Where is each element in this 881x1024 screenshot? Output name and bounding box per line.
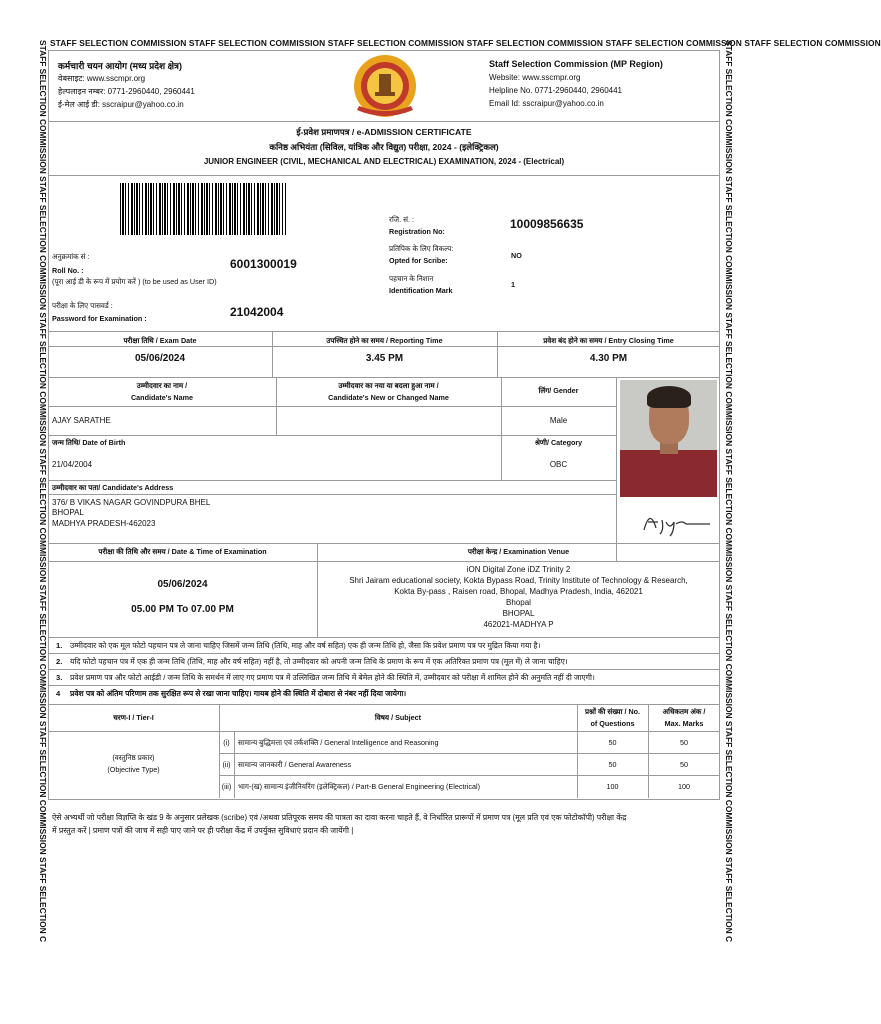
exam-time: 05.00 PM To 07.00 PM — [131, 604, 234, 615]
subject-header: विषय / Subject — [374, 713, 422, 722]
instruction-num: 4 — [56, 689, 61, 698]
subject-name: सामान्य जानकारी / General Awareness — [238, 760, 352, 769]
category-value: OBC — [549, 460, 568, 469]
objective-type-en: (Objective Type) — [107, 765, 160, 774]
scribe-value: NO — [511, 251, 522, 260]
title-line-2: कनिष्ठ अभियंता (सिविल, यांत्रिक और विद्युत) परीक्षा, 2024 - (इलेक्ट्रिकल) — [269, 142, 499, 152]
instruction-text: प्रवेश प्रमाण पत्र और फोटो आईडी / जन्म तिथि के समर्थन में लाए गए प्रमाण पत्र में उल्लिखित जन्म तिथि में बेमेल होने की स्थिति में, उम्मीदवार को परीक्षा में शामिल होने की अनुमति नहीं दी जाएगी। — [70, 673, 595, 682]
watermark-right: STAFF SELECTION COMMISSION STAFF SELECTION COMMISSION STAFF SELECTION COMMISSION STAFF SELECTION COMMISSION STAFF SELECTION COMMISSION STAFF SELECTION COMMISSION STAFF SELECTION C — [724, 40, 734, 943]
dob-label: जन्म तिथि/ Date of Birth — [52, 438, 126, 447]
name-label-1: उम्मीदवार का नाम / — [136, 381, 188, 390]
hi-website: वेबसाइट: www.sscmpr.org — [58, 74, 146, 83]
instruction-num: 3. — [56, 673, 63, 682]
roll-label-en: Roll No. : — [52, 266, 84, 275]
marks-header-2: Max. Marks — [664, 719, 704, 728]
questions-header-2: of Questions — [590, 719, 635, 728]
newname-label-1: उम्मीदवार का नया या बदला हुआ नाम / — [338, 381, 439, 390]
idmark-value: 1 — [511, 280, 515, 289]
exam-date-label: परीक्षा तिथि / Exam Date — [123, 336, 197, 345]
reg-label-en: Registration No: — [389, 227, 445, 236]
footer-line-2: में प्रस्तुत करें | प्रमाण पत्रों की जाच में सही पाए जाने पर ही परीक्षा केंद्र में उपर्युक्त सुविधाएं प्रदान की जायेंगी | — [52, 826, 354, 835]
hi-org-name: कर्मचारी चयन आयोग (मध्य प्रदेश क्षेत्र) — [58, 61, 183, 71]
name-label-2: Candidate's Name — [130, 393, 194, 402]
instruction-text: यदि फोटो पहचान पत्र में एक ही जन्म तिथि (तिथि, माह और वर्ष सहित) नहीं है, तो उम्मीदवार को अपनी जन्म तिथि के प्रमाण के रूप में एक अतिरिक्त प्रमाण पत्र (मूल में) ले जाना चाहिए। — [70, 657, 568, 666]
ssc-emblem-icon — [345, 52, 425, 122]
address-line-3: MADHYA PRADESH-462023 — [52, 519, 156, 528]
gender-label: लिंग/ Gender — [538, 386, 579, 395]
password-label-en: Password for Examination : — [52, 314, 147, 323]
newname-label-2: Candidate's New or Changed Name — [328, 393, 449, 402]
instruction-num: 1. — [56, 641, 63, 650]
gender-value: Male — [549, 416, 568, 425]
row-number: (i) — [223, 738, 230, 747]
roll-label-hi: अनुक्रमांक सं : — [52, 252, 90, 261]
venue-line-4: Bhopal — [506, 598, 531, 607]
max-marks: 50 — [680, 760, 688, 769]
address-line-2: BHOPAL — [52, 508, 84, 517]
subject-name: सामान्य बुद्धिमत्ता एवं तर्कशक्ति / General Intelligence and Reasoning — [238, 738, 439, 747]
venue-label: परीक्षा केन्द्र / Examination Venue — [467, 547, 570, 556]
category-label: श्रेणी/ Category — [534, 438, 583, 447]
candidate-photo — [620, 380, 717, 497]
en-email: Email Id: sscraipur@yahoo.co.in — [489, 99, 604, 108]
signature-text: Ajay — [668, 514, 670, 515]
instruction-num: 2. — [56, 657, 63, 666]
hi-helpline: हेल्पलाइन नम्बर: 0771-2960440, 2960441 — [58, 87, 195, 96]
barcode — [120, 183, 286, 235]
candidate-signature — [620, 500, 717, 538]
question-count: 50 — [608, 760, 617, 769]
roll-note: (पूरा आई डी के रूप में प्रयोग करें ) (to be used as User ID) — [52, 277, 217, 286]
password-label-hi: परीक्षा के लिए पासवर्ड : — [52, 301, 113, 310]
questions-header-1: प्रश्नों की संख्या / No. — [584, 707, 641, 716]
watermark-left: STAFF SELECTION COMMISSION STAFF SELECTION COMMISSION STAFF SELECTION COMMISSION STAFF SELECTION COMMISSION STAFF SELECTION COMMISSION STAFF SELECTION COMMISSION STAFF SELECTION C — [38, 40, 48, 943]
objective-type-hi: (वस्तुनिष्ठ प्रकार) — [112, 753, 155, 762]
footer-line-1: ऐसे अभ्यर्थी जो परीक्षा विज्ञप्ति के खंड 9 के अनुसार प्रलेखक (scribe) एवं /अथवा प्रतिपूरक समय की पात्रता का दावा करना चाहते हैं, वे निर्धारित प्रारूपों में प्रमाण पत्र (मूल प्रति एवं एक फोटोकॉपी) परीक्षा केंद्र — [52, 813, 627, 822]
exam-date-venue: 05/06/2024 — [157, 579, 208, 590]
tier-header: चरण-I / Tier-I — [113, 713, 154, 722]
hi-email: ई-मेल आई डी: sscraipur@yahoo.co.in — [58, 100, 184, 109]
instruction-text: उम्मीदवार को एक मूल फोटो पहचान पत्र ले जाना चाहिए जिसमें जन्म तिथि (तिथि, माह और वर्ष सहित) एक ही जन्म तिथि हो, जैसा कि प्रवेश प्रमाण पत्र पर मुद्रित किया गया है। — [70, 641, 541, 650]
scribe-label-hi: प्रतिपिक के लिए विकल्प: — [389, 244, 454, 253]
marks-header-1: अधिकतम अंक / — [662, 707, 706, 716]
venue-line-5: BHOPAL — [502, 609, 535, 618]
datetime-label: परीक्षा की तिथि और समय / Date & Time of Examination — [98, 547, 267, 556]
row-number: (ii) — [222, 760, 231, 769]
reporting-time-label: उपस्थित होने का समय / Reporting Time — [326, 336, 443, 345]
address-line-1: 376/ B VIKAS NAGAR GOVINDPURA BHEL — [52, 498, 211, 507]
max-marks: 100 — [678, 782, 690, 791]
dob-value: 21/04/2004 — [52, 460, 93, 469]
title-line-1: ई-प्रवेश प्रमाणपत्र / e-ADMISSION CERTIFICATE — [296, 127, 472, 137]
closing-time: 4.30 PM — [589, 353, 628, 364]
roll-number: 6001300019 — [230, 257, 297, 271]
registration-number: 10009856635 — [510, 217, 584, 231]
reg-label-hi: रजि. सं. : — [389, 215, 414, 224]
en-helpline: Helpline No. 0771-2960440, 2960441 — [489, 86, 622, 95]
closing-time-label: प्रवेश बंद होने का समय / Entry Closing Time — [543, 336, 674, 345]
venue-line-1: iON Digital Zone iDZ Trinity 2 — [466, 565, 571, 574]
idmark-label-hi: पहचान के निशान — [389, 274, 434, 283]
question-count: 50 — [608, 738, 617, 747]
address-label: उम्मीदवार का पता/ Candidate's Address — [52, 483, 174, 492]
candidate-name: AJAY SARATHE — [52, 416, 111, 425]
title-line-3: JUNIOR ENGINEER (CIVIL, MECHANICAL AND ELECTRICAL) EXAMINATION, 2024 - (Electrical) — [203, 157, 565, 166]
idmark-label-en: Identification Mark — [389, 286, 453, 295]
max-marks: 50 — [680, 738, 688, 747]
instruction-text: प्रवेश पत्र को अंतिम परिणाम तक सुरक्षित रूप से रखा जाना चाहिए। गायब होने की स्थिति में दोबारा से नंबर नहीं दिया जायेगा। — [70, 689, 407, 698]
question-count: 100 — [606, 782, 619, 791]
scribe-label-en: Opted for Scribe: — [389, 256, 448, 265]
en-website: Website: www.sscmpr.org — [489, 73, 581, 82]
en-org-name: Staff Selection Commission (MP Region) — [489, 59, 663, 69]
reporting-time: 3.45 PM — [365, 353, 404, 364]
password-value: 21042004 — [230, 305, 284, 319]
watermark-top: STAFF SELECTION COMMISSION STAFF SELECTION COMMISSION STAFF SELECTION COMMISSION STAFF SELECTION COMMISSION STAFF SELECTION COMMISSION STAFF SELECTION COMMISSION — [50, 38, 881, 48]
venue-line-2: Shri Jairam educational society, Kokta Bypass Road, Trinity Institute of Technology & Research, — [349, 576, 688, 585]
subject-name: भाग-(ख) सामान्य इंजीनियरिंग (इलेक्ट्रिकल) / Part-B General Engineering (Electrical) — [238, 782, 480, 791]
venue-line-3: Kokta By-pass , Raisen road, Bhopal, Madhya Pradesh, India, 462021 — [394, 587, 643, 596]
venue-line-6: 462021-MADHYA P — [483, 620, 554, 629]
exam-date: 05/06/2024 — [134, 353, 186, 364]
row-number: (iii) — [221, 782, 232, 791]
